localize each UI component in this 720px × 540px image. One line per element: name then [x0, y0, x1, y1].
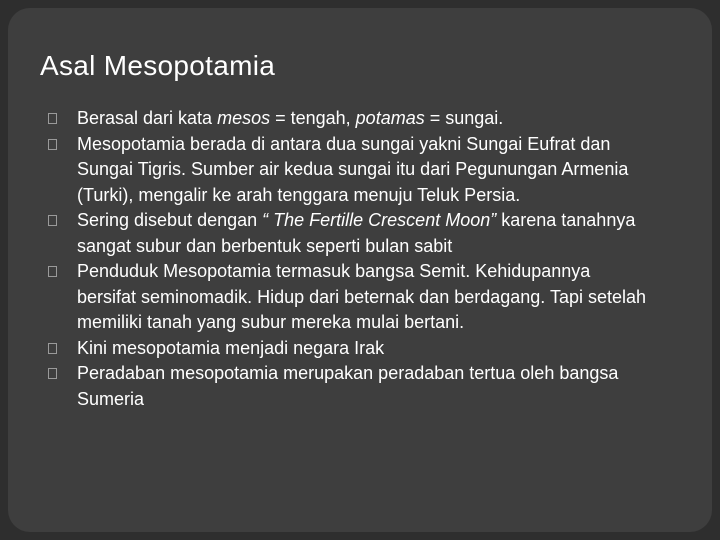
bullet-item-5 — [48, 336, 648, 362]
bullet-icon — [48, 368, 57, 379]
slide-title: Asal Mesopotamia — [40, 50, 276, 81]
bullet-text: karena tanahnya sangat subur dan berbentuk seperti bulan sabit — [77, 210, 636, 256]
bullet-text: Peradaban mesopotamia merupakan peradaban tertua oleh bangsa Sumeria — [77, 363, 619, 409]
bullet-icon — [48, 266, 57, 277]
bullet-item-3 — [48, 208, 648, 259]
bullet-item-4 — [48, 259, 648, 336]
bullet-icon — [48, 113, 57, 124]
bullet-text: Penduduk Mesopotamia termasuk bangsa Semit. Kehidupannya bersifat seminomadik. Hidup dari beternak dan berdagang. Tapi setelah memiliki tanah yang subur mereka mulai bertani. — [77, 261, 647, 332]
bullet-item-1 — [48, 106, 648, 132]
bullet-icon — [48, 139, 57, 150]
bullet-text: Sering disebut dengan — [77, 210, 263, 230]
bullet-emphasis: mesos — [217, 108, 271, 128]
bullet-text: = tengah, — [270, 108, 356, 128]
bullet-emphasis: potamas — [355, 108, 425, 128]
bullet-text: Berasal dari kata — [77, 108, 218, 128]
bullet-item-2 — [48, 132, 648, 209]
bullet-text: Mesopotamia berada di antara dua sungai yakni Sungai Eufrat dan Sungai Tigris. Sumber air kedua sungai itu dari Pegunungan Armenia (Turki), mengalir ke arah tenggara menuju Teluk Persia. — [77, 133, 629, 205]
bullet-icon — [48, 215, 57, 226]
bullet-item-6 — [48, 361, 648, 412]
bullet-text: = sungai. — [424, 108, 504, 128]
bullet-icon — [48, 343, 57, 354]
bullet-list — [48, 106, 648, 412]
bullet-emphasis: “ The Fertille Crescent Moon” — [262, 210, 497, 230]
bullet-text: Kini mesopotamia menjadi negara Irak — [77, 337, 385, 358]
